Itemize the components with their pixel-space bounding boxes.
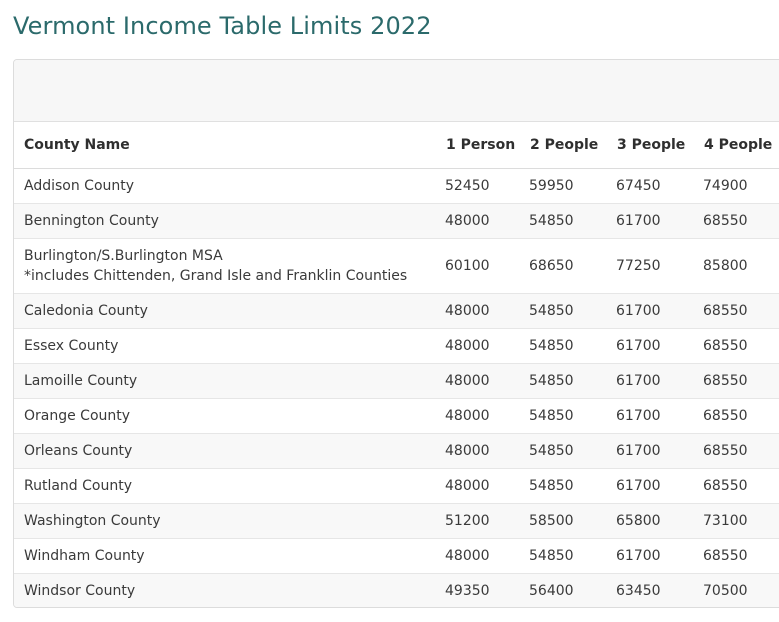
income-limit-3-people-cell: 61700: [607, 329, 694, 364]
county-name: Windsor County: [24, 583, 136, 599]
income-limit-4-people-cell: 73100: [694, 504, 779, 539]
income-limit-2-people-cell: 54850: [520, 204, 607, 239]
income-limit-1-person-cell: 48000: [436, 434, 520, 469]
county-name: Windham County: [24, 548, 145, 564]
county-name: Addison County: [24, 178, 135, 194]
table-row: [14, 399, 779, 434]
table-row: [14, 239, 779, 294]
county-name: Orleans County: [24, 443, 133, 459]
table-row: [14, 574, 779, 609]
header-1-person[interactable]: 1 Person: [436, 122, 520, 169]
income-limit-1-person-cell: 48000: [436, 399, 520, 434]
table-card: [13, 59, 779, 608]
income-limit-1-person-cell: 48000: [436, 204, 520, 239]
county-name-cell: [14, 204, 436, 239]
income-limit-2-people-cell: 54850: [520, 434, 607, 469]
table-card-header: [14, 60, 779, 122]
income-limit-2-people-cell: 54850: [520, 399, 607, 434]
county-name: Rutland County: [24, 478, 133, 494]
page-title: Vermont Income Table Limits 2022: [13, 12, 432, 40]
header-county-name[interactable]: County Name: [14, 122, 436, 169]
income-limit-2-people-cell: 54850: [520, 364, 607, 399]
table-row: [14, 169, 779, 204]
income-limit-4-people-cell: 68550: [694, 539, 779, 574]
income-limit-3-people-cell: 65800: [607, 504, 694, 539]
header-4-people[interactable]: 4 People: [694, 122, 779, 169]
income-limit-3-people-cell: 61700: [607, 434, 694, 469]
income-limit-1-person-cell: 48000: [436, 294, 520, 329]
table-row: [14, 469, 779, 504]
county-name-cell: [14, 574, 436, 609]
county-name: Washington County: [24, 513, 161, 529]
income-limits-table: [14, 122, 779, 608]
income-limit-2-people-cell: 59950: [520, 169, 607, 204]
table-header-row: [14, 122, 779, 169]
county-name: Caledonia County: [24, 303, 148, 319]
income-limit-1-person-cell: 48000: [436, 539, 520, 574]
income-limit-4-people-cell: 85800: [694, 239, 779, 294]
income-limit-4-people-cell: 68550: [694, 204, 779, 239]
income-limit-4-people-cell: 70500: [694, 574, 779, 609]
income-limit-3-people-cell: 61700: [607, 364, 694, 399]
county-name-cell: [14, 294, 436, 329]
income-limit-3-people-cell: 61700: [607, 469, 694, 504]
income-limit-4-people-cell: 68550: [694, 294, 779, 329]
county-name: Bennington County: [24, 213, 159, 229]
income-limit-2-people-cell: 58500: [520, 504, 607, 539]
county-name: Orange County: [24, 408, 131, 424]
income-limit-1-person-cell: 48000: [436, 364, 520, 399]
header-2-people[interactable]: 2 People: [520, 122, 607, 169]
income-limit-3-people-cell: 67450: [607, 169, 694, 204]
income-limit-2-people-cell: 68650: [520, 239, 607, 294]
income-limit-1-person-cell: 51200: [436, 504, 520, 539]
county-name-cell: [14, 239, 436, 294]
county-name-cell: [14, 434, 436, 469]
table-body: [14, 169, 779, 609]
county-name-cell: [14, 504, 436, 539]
county-note: *includes Chittenden, Grand Isle and Franklin Counties: [24, 268, 408, 284]
table-row: [14, 204, 779, 239]
income-limit-3-people-cell: 61700: [607, 294, 694, 329]
county-name-cell: [14, 399, 436, 434]
table-row: [14, 364, 779, 399]
county-name: Essex County: [24, 338, 119, 354]
table-row: [14, 434, 779, 469]
income-limit-4-people-cell: 68550: [694, 364, 779, 399]
income-limit-3-people-cell: 61700: [607, 399, 694, 434]
county-name-cell: [14, 169, 436, 204]
income-limit-3-people-cell: 61700: [607, 539, 694, 574]
table-row: [14, 504, 779, 539]
table-row: [14, 329, 779, 364]
income-limit-4-people-cell: 68550: [694, 399, 779, 434]
county-name-cell: [14, 329, 436, 364]
table-row: [14, 294, 779, 329]
header-3-people[interactable]: 3 People: [607, 122, 694, 169]
income-limit-2-people-cell: 54850: [520, 329, 607, 364]
income-limit-1-person-cell: 60100: [436, 239, 520, 294]
income-limit-2-people-cell: 54850: [520, 539, 607, 574]
income-limit-1-person-cell: 49350: [436, 574, 520, 609]
income-limit-4-people-cell: 74900: [694, 169, 779, 204]
income-limit-1-person-cell: 48000: [436, 469, 520, 504]
county-name: Burlington/S.Burlington MSA: [24, 248, 223, 264]
income-limit-1-person-cell: 52450: [436, 169, 520, 204]
income-limit-3-people-cell: 77250: [607, 239, 694, 294]
income-limit-3-people-cell: 63450: [607, 574, 694, 609]
county-name-cell: [14, 469, 436, 504]
income-limit-2-people-cell: 56400: [520, 574, 607, 609]
income-limit-4-people-cell: 68550: [694, 434, 779, 469]
income-limit-2-people-cell: 54850: [520, 469, 607, 504]
income-limit-1-person-cell: 48000: [436, 329, 520, 364]
income-limit-4-people-cell: 68550: [694, 469, 779, 504]
income-limit-2-people-cell: 54850: [520, 294, 607, 329]
county-name-cell: [14, 364, 436, 399]
county-name: Lamoille County: [24, 373, 138, 389]
county-name-cell: [14, 539, 436, 574]
income-limit-4-people-cell: 68550: [694, 329, 779, 364]
table-row: [14, 539, 779, 574]
income-limit-3-people-cell: 61700: [607, 204, 694, 239]
